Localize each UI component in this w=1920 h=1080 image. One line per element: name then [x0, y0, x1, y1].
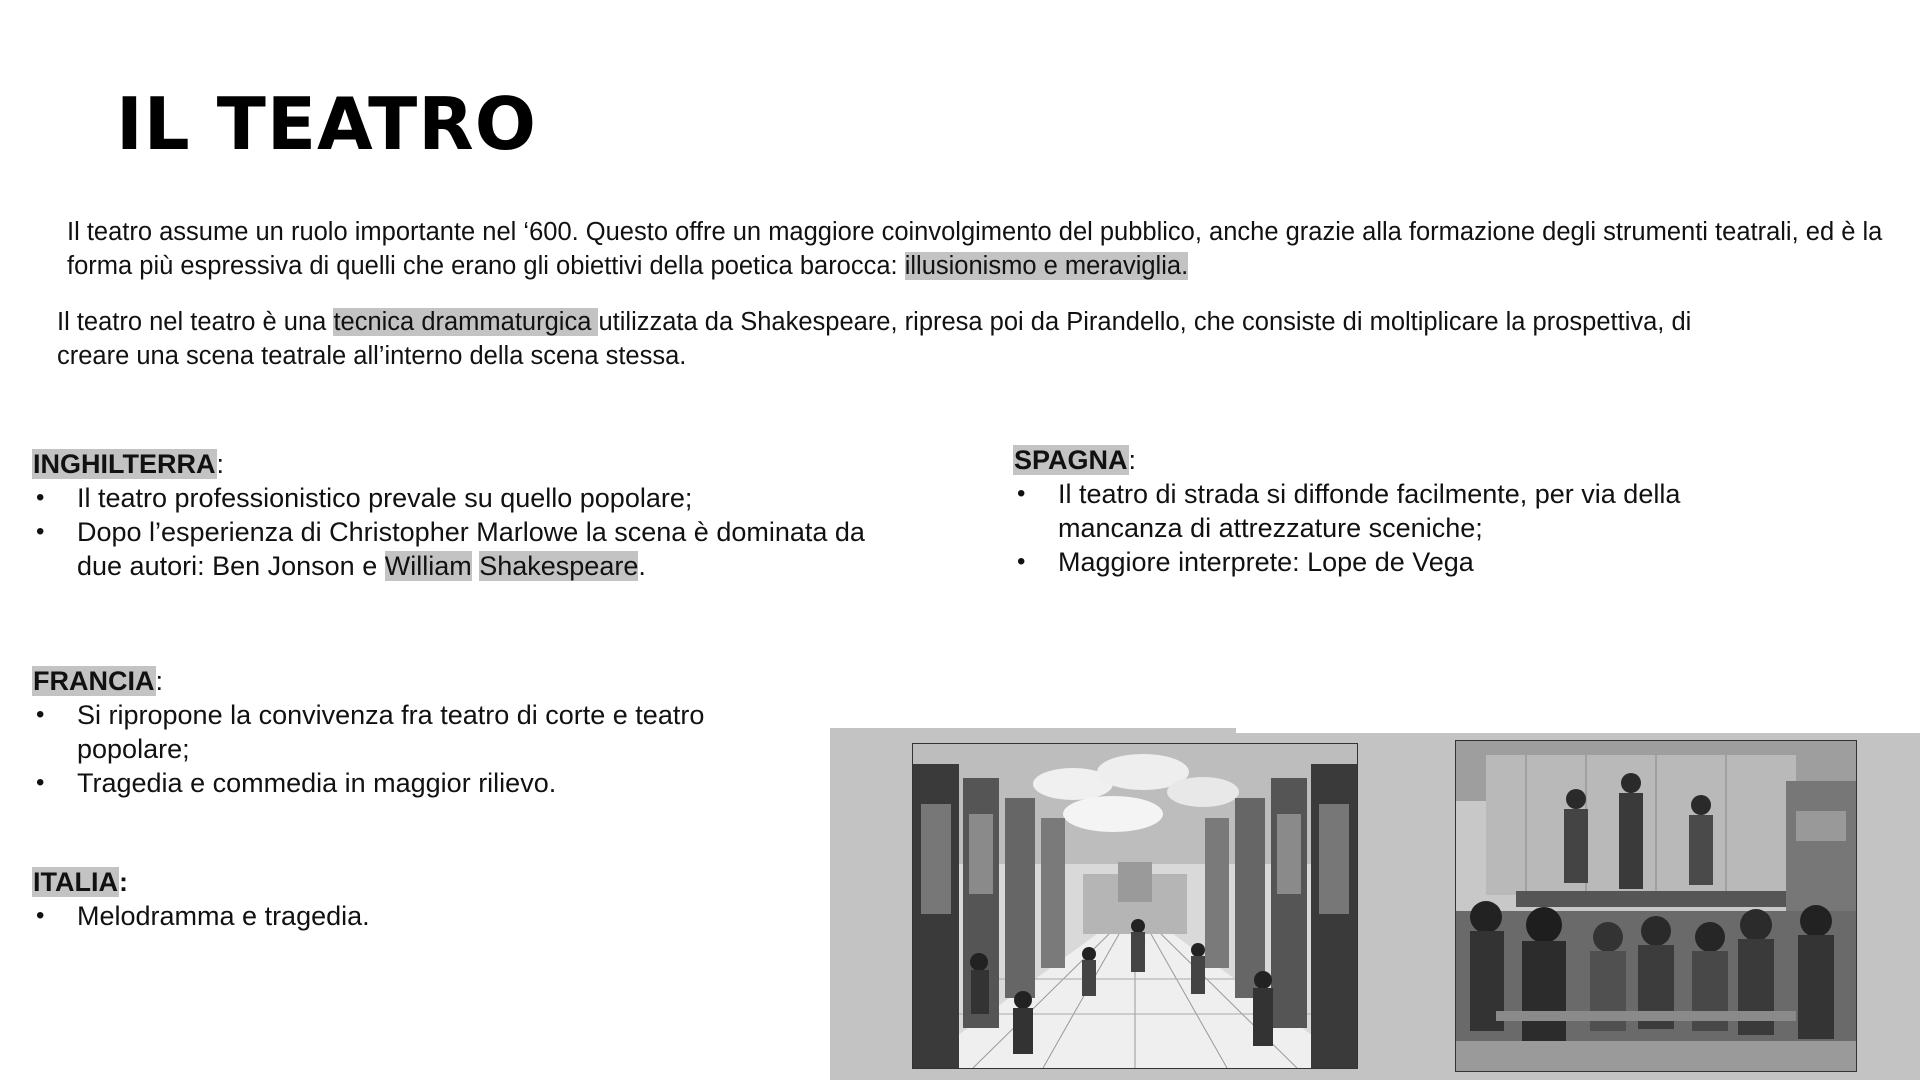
bullet-item-end: . — [638, 551, 646, 581]
section-spagna — [1013, 443, 1773, 579]
intro-paragraph-2 — [57, 305, 1757, 373]
bullet-item — [32, 899, 792, 933]
highlight-tecnica: tecnica drammaturgica — [333, 308, 599, 336]
section-title-colon: : — [155, 666, 164, 696]
highlight-shakespeare: Shakespeare — [479, 551, 639, 581]
bullet-item-text: Tragedia e commedia in maggior rilievo. — [77, 768, 557, 798]
section-italia — [32, 865, 792, 933]
intro-paragraph-2-start: Il teatro nel teatro è una — [57, 308, 334, 336]
bullet-item — [1013, 545, 1773, 579]
section-title-colon: : — [118, 867, 128, 897]
section-title-colon: : — [216, 449, 225, 479]
bullet-list-francia — [32, 698, 792, 800]
highlight-illusionismo: illusionismo e meraviglia. — [904, 252, 1189, 280]
bullet-item-text: Il teatro di strada si diffonde facilmente, per via della mancanza di attrezzature sceniche; — [1058, 479, 1681, 543]
intro-paragraph-1-text: Il teatro assume un ruolo importante nel ‘600. Questo offre un maggiore coinvolgimento del pubblico, anche grazie alla formazione degli strumenti teatrali, ed è la forma più espressiva di quelli che erano gli obiettivi della poetica barocca: — [67, 218, 1883, 280]
section-title-italia — [32, 865, 128, 899]
street-theatre-engraving-graphic — [1456, 741, 1856, 1071]
intro-paragraph-2-end: utilizzata da Shakespeare, ripresa poi da Pirandello, che consiste di moltiplicare la prospettiva, di creare una scena teatrale all’interno della scena stessa. — [57, 308, 1692, 370]
section-title-colon: : — [1128, 445, 1137, 475]
section-title-francia-label: FRANCIA — [33, 666, 155, 696]
section-title-inghilterra — [32, 447, 224, 481]
section-title-italia-label: ITALIA — [33, 867, 118, 897]
bullet-item-text: Maggiore interprete: Lope de Vega — [1058, 547, 1474, 577]
intro-paragraph-1 — [67, 215, 1897, 283]
bullet-list-spagna — [1013, 477, 1773, 579]
bullet-item — [32, 698, 792, 766]
bullet-item — [32, 515, 892, 583]
section-francia — [32, 664, 792, 800]
section-title-spagna — [1013, 443, 1136, 477]
bullet-item-text: Dopo l’esperienza di Christopher Marlowe la scena è dominata da due autori: Ben Jonson e — [77, 517, 865, 581]
baroque-stage-engraving — [912, 743, 1358, 1069]
bullet-item-text: Melodramma e tragedia. — [77, 901, 370, 931]
street-theatre-engraving — [1455, 740, 1857, 1072]
slide-title: IL TEATRO — [116, 82, 537, 166]
section-title-francia — [32, 664, 163, 698]
section-title-inghilterra-label: INGHILTERRA — [33, 449, 216, 479]
bullet-item — [1013, 477, 1773, 545]
bullet-list-inghilterra — [32, 481, 892, 583]
section-title-spagna-label: SPAGNA — [1014, 445, 1128, 475]
bullet-item-text: Si ripropone la convivenza fra teatro di corte e teatro popolare; — [77, 700, 705, 764]
bullet-item-text: Il teatro professionistico prevale su quello popolare; — [77, 483, 693, 513]
baroque-stage-engraving-graphic — [913, 744, 1357, 1068]
bullet-item — [32, 481, 892, 515]
bullet-list-italia — [32, 899, 792, 933]
bullet-item — [32, 766, 792, 800]
highlight-william: William — [384, 551, 472, 581]
section-inghilterra — [32, 447, 892, 583]
